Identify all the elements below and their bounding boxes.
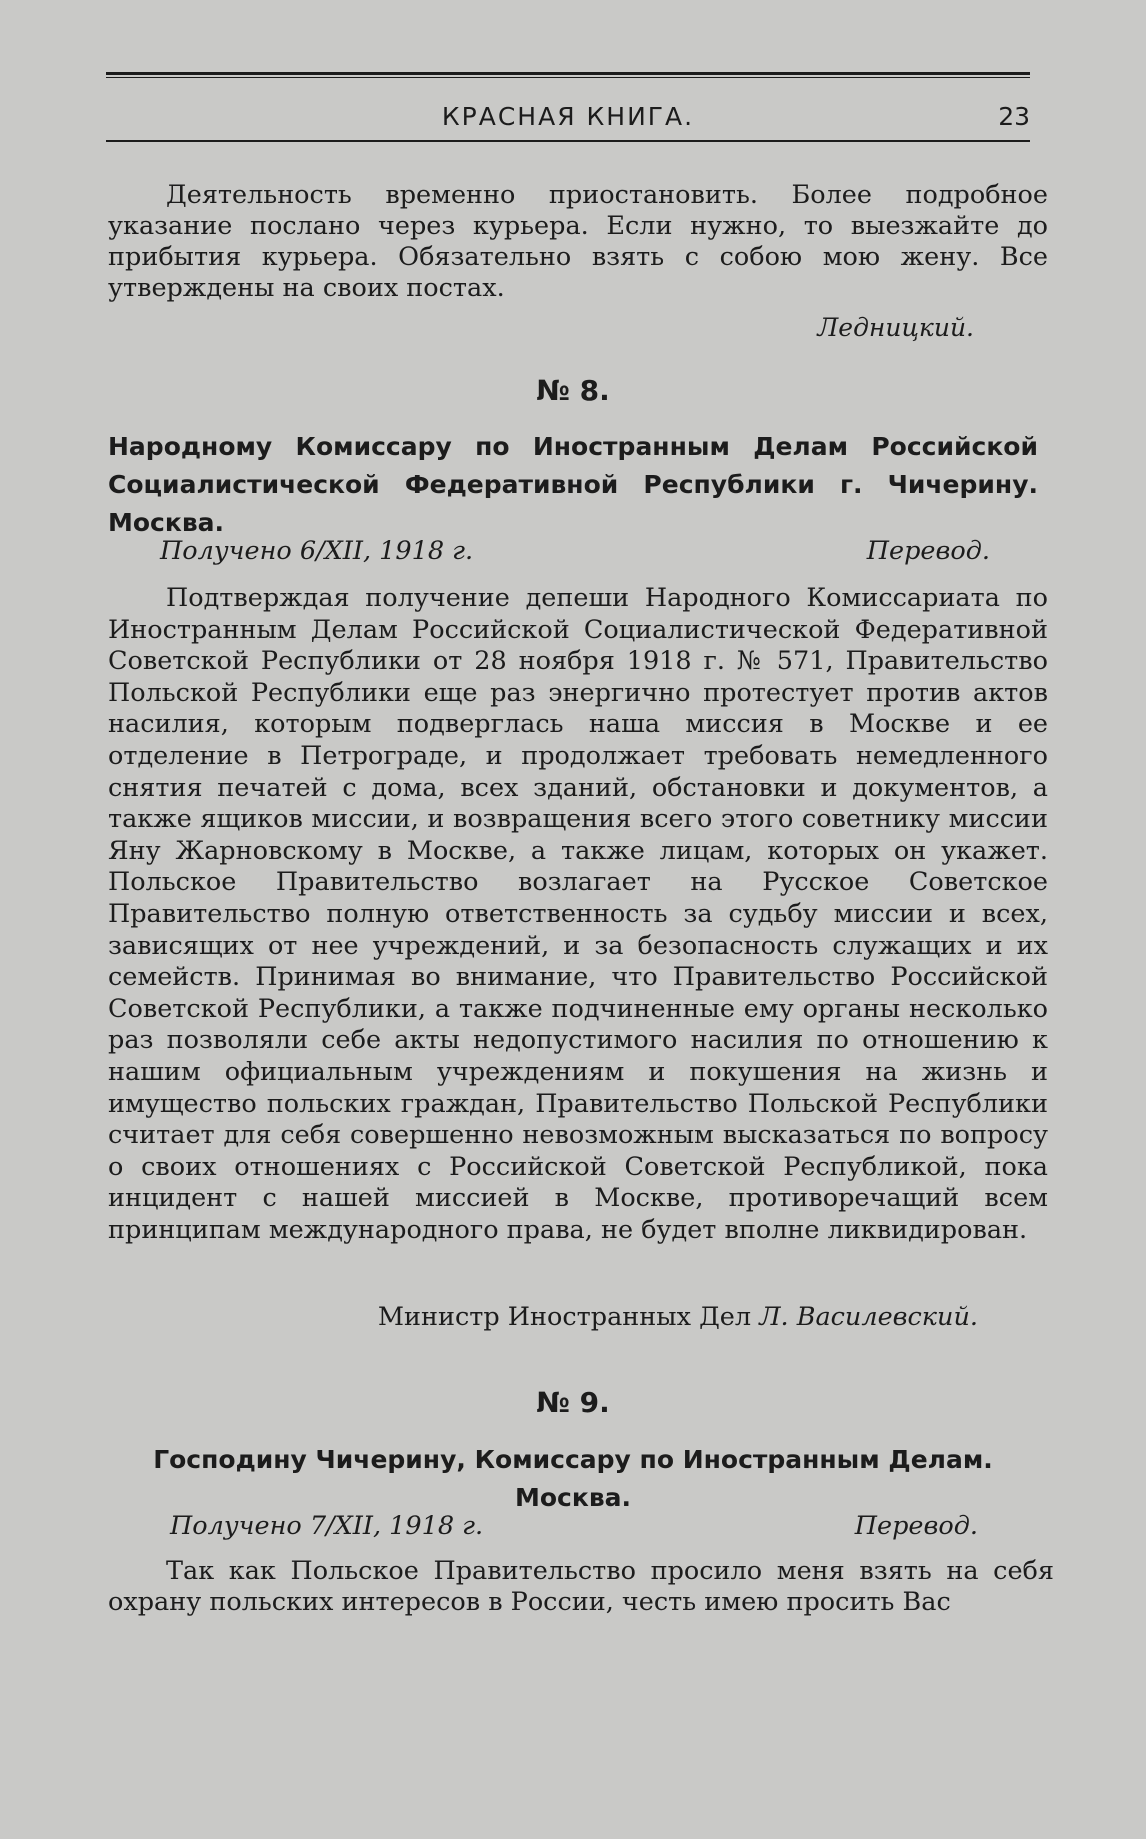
doc8-received-date: Получено 6/XII, 1918 г. xyxy=(160,536,474,566)
doc7-tail-paragraph xyxy=(108,180,1048,304)
doc9-heading: Господину Чичерину, Комиссару по Иностранным Делам. Москва. xyxy=(153,1445,993,1512)
doc7-signature: Ледницкий. xyxy=(817,313,974,342)
doc8-signature-title: Министр Иностранных Дел xyxy=(377,1302,752,1332)
doc9-body xyxy=(108,1556,1054,1618)
doc9-number: № 9. xyxy=(536,1386,610,1419)
header-bottom-rule xyxy=(106,140,1030,142)
page-number: 23 xyxy=(998,102,1030,131)
doc9-translation-note: Перевод. xyxy=(854,1511,978,1541)
doc7-tail-text: Деятельность временно приостановить. Более подробное указание послано через курьера. Если нужно, то выезжайте до прибытия курьера. Обязательно взять с собою мою жену. Все утверждены на своих постах. xyxy=(108,180,1048,303)
doc8-body-text: Подтверждая получение депеши Народного Комиссариата по Иностранным Делам Российской Социалистической Федеративной Советской Республики от 28 ноября 1918 г. № 571, Правительство Польской Республики еще раз энергично протестует против актов насилия, которым подверглась наша миссия в Москве и ее отделение в Петрограде, и продолжает требовать немедленного снятия печатей с дома, всех зданий, обстановки и документов, а также ящиков миссии, и возвращения всего этого советнику миссии Яну Жарновскому в Москве, а также лицам, которых он укажет. Польское Правительство возлагает на Русское Советское Правительство полную ответственность за судьбу миссии и всех, зависящих от нее учреждений, и за безопасность служащих и их семейств. Принимая во внимание, что Правительство Российской Советской Республики, а также подчиненные ему органы несколько раз позволяли себе акты недопустимого насилия по отношению к нашим официальным учреждениям и покушения на жизнь и имущество польских граждан, Правительство Польской Республики считает для себя совершенно невозможным высказаться по вопросу о своих отношениях с Российской Советской Республикой, пока инцидент с нашей миссией в Москве, противоречащий всем принципам международного права, не будет вполне ликвидирован. xyxy=(108,583,1048,1245)
page-header xyxy=(106,72,1030,142)
doc8-number: № 8. xyxy=(536,374,610,407)
doc8-heading: Народному Комиссару по Иностранным Делам Российской Социалистической Федеративной Республики г. Чичерину. Москва. xyxy=(108,432,1038,537)
doc8-signature-line xyxy=(378,1302,978,1332)
doc8-body xyxy=(108,583,1048,1246)
doc9-body-text: Так как Польское Правительство просило меня взять на себя охрану польских интересов в России, честь имею просить Вас xyxy=(108,1556,1054,1617)
doc8-translation-note: Перевод. xyxy=(866,536,990,566)
running-title: КРАСНАЯ КНИГА. xyxy=(441,102,695,131)
doc9-received-date: Получено 7/XII, 1918 г. xyxy=(170,1511,484,1541)
header-top-rule xyxy=(106,72,1030,75)
doc8-signature-name: Л. Василевский. xyxy=(759,1302,978,1332)
